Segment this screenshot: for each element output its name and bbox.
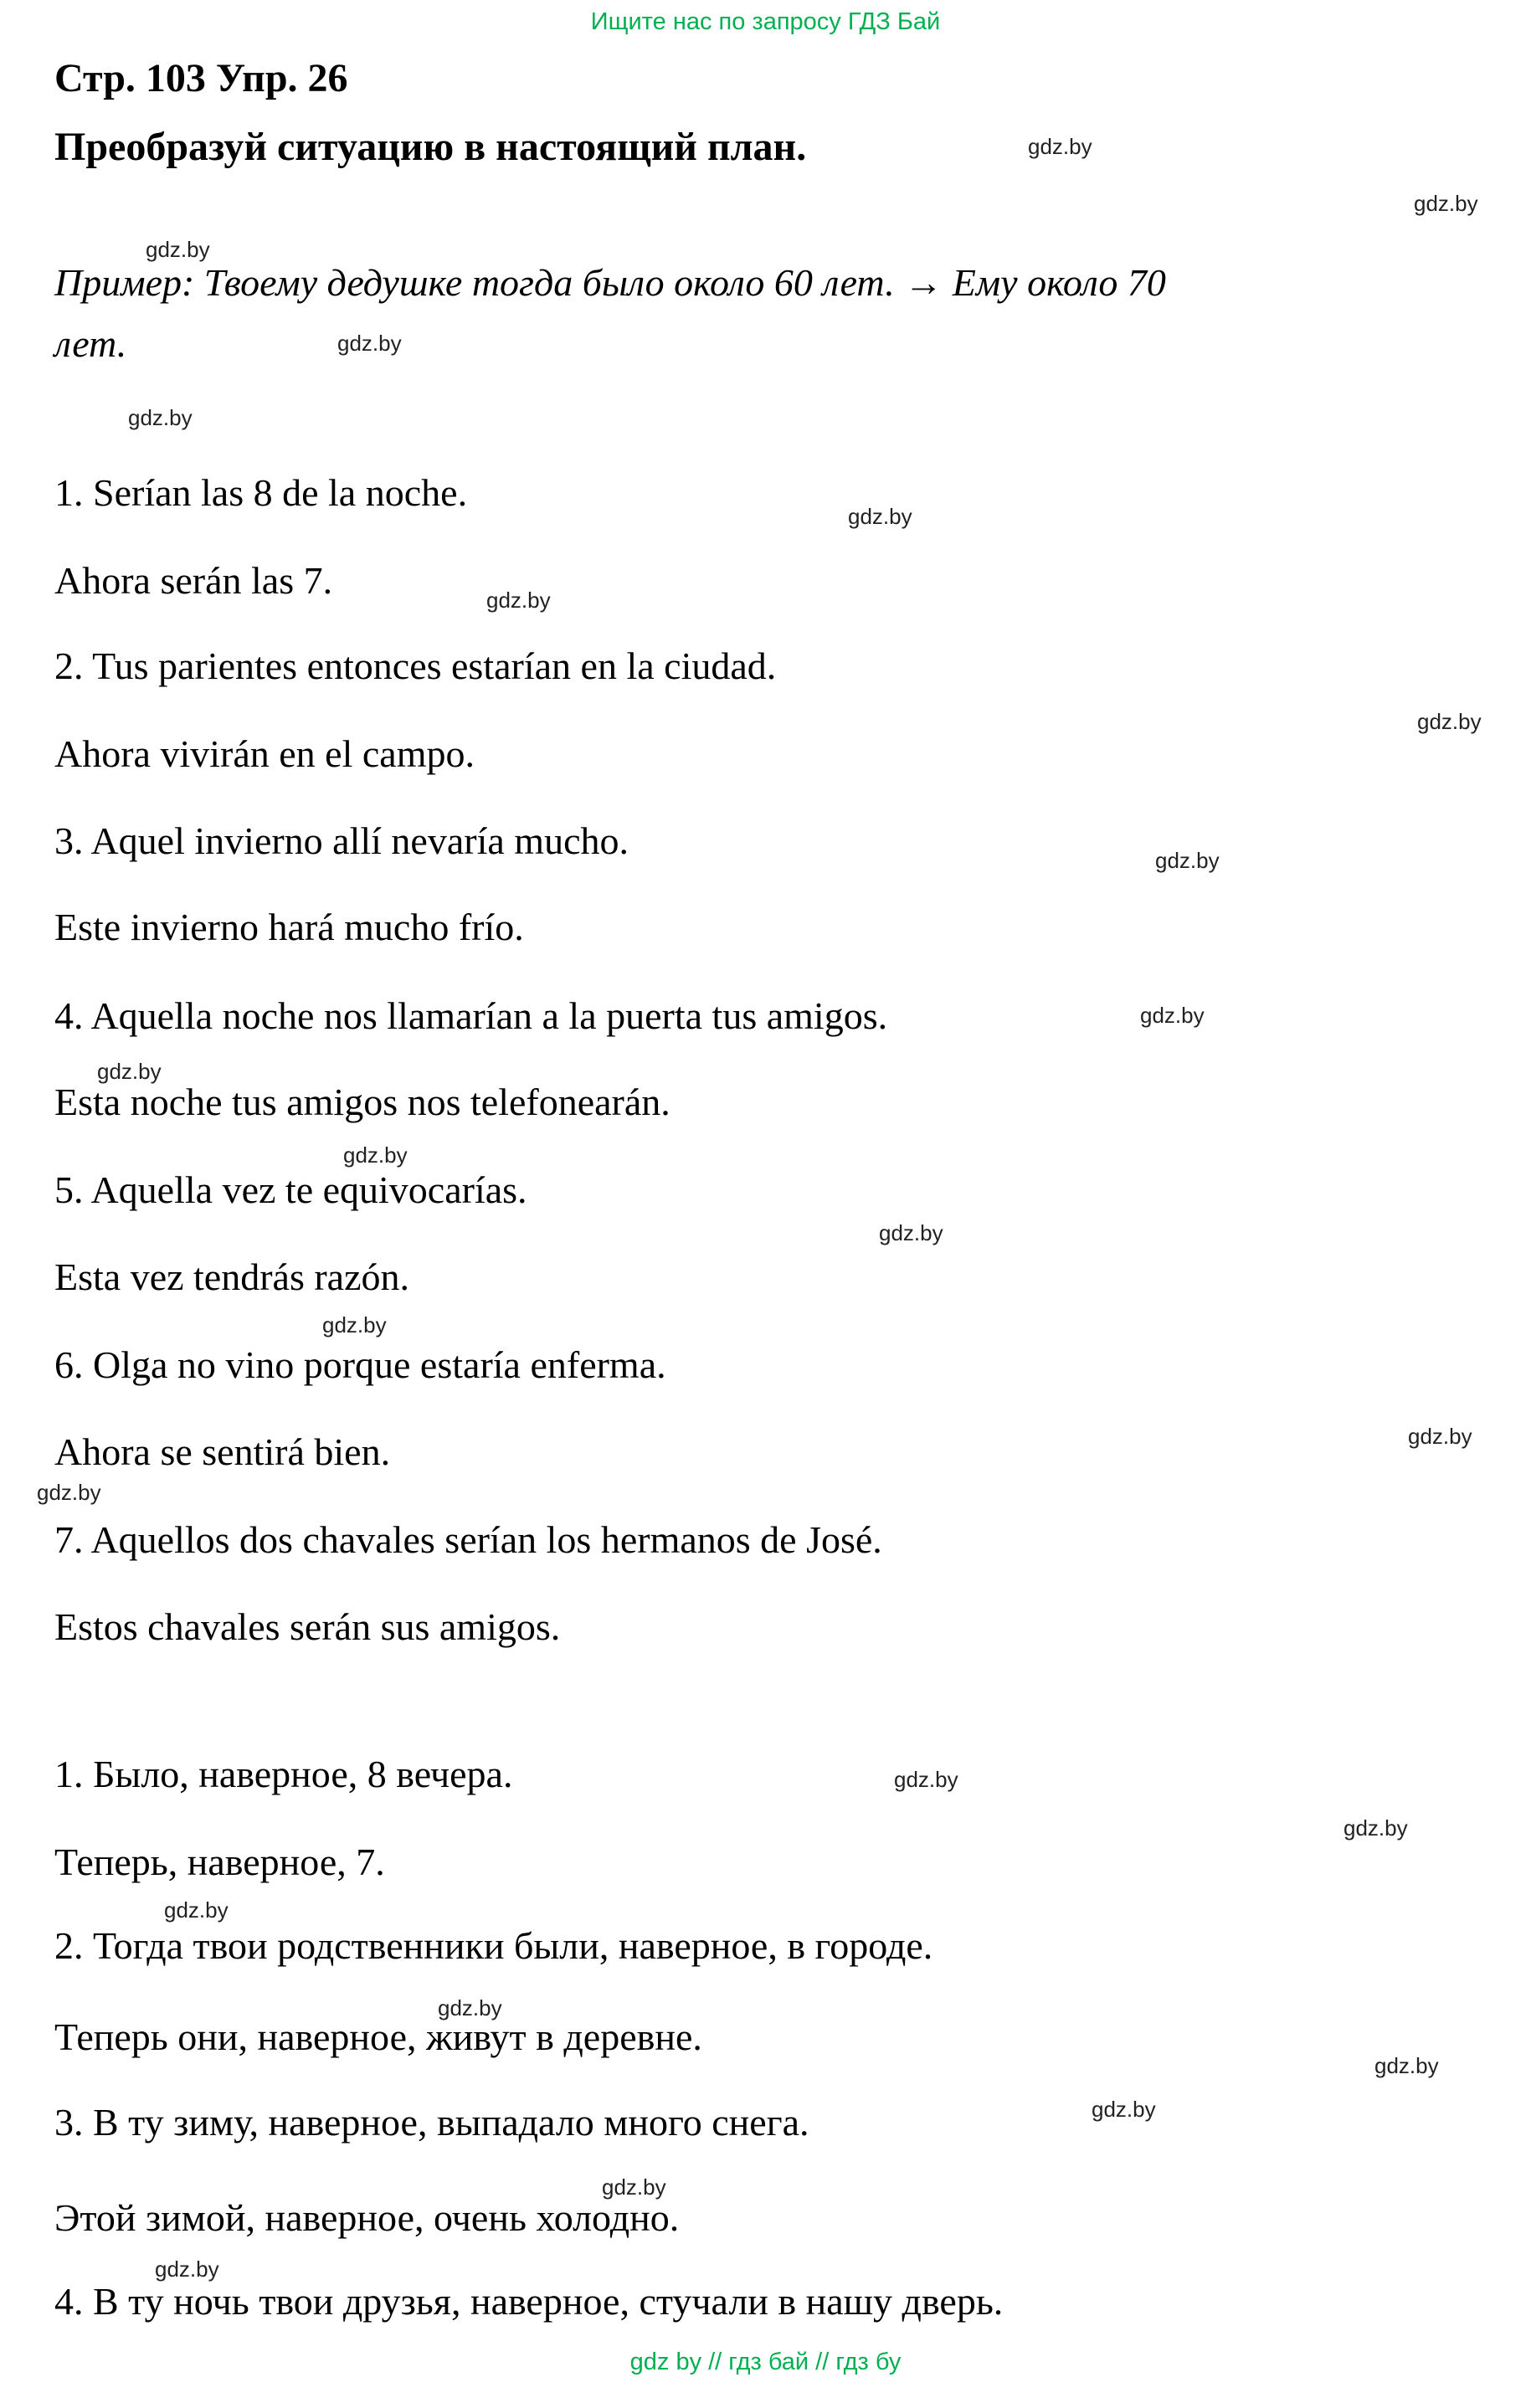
spanish-line-9: 5. Aquella vez te equivocarías.	[54, 1168, 527, 1211]
task-title: Преобразуй ситуацию в настоящий план.	[54, 125, 807, 169]
watermark: gdz.by	[894, 1767, 958, 1792]
watermark: gdz.by	[1414, 191, 1478, 216]
watermark: gdz.by	[486, 588, 551, 613]
russian-line-7: 4. В ту ночь твои друзья, наверное, стучали в нашу дверь.	[54, 2280, 1004, 2323]
watermark: gdz.by	[1374, 2053, 1439, 2078]
spanish-line-7: 4. Aquella noche nos llamarían a la puerta tus amigos.	[54, 994, 888, 1037]
spanish-line-1: 1. Serían las 8 de la noche.	[54, 471, 468, 514]
spanish-line-8: Esta noche tus amigos nos telefonearán.	[54, 1081, 670, 1123]
watermark: gdz.by	[97, 1059, 162, 1084]
watermark: gdz.by	[343, 1142, 408, 1168]
watermark: gdz.by	[37, 1480, 101, 1505]
russian-line-6: Этой зимой, наверное, очень холодно.	[54, 2196, 680, 2239]
watermark: gdz.by	[602, 2174, 666, 2200]
watermark: gdz.by	[164, 1897, 229, 1923]
russian-line-2: Теперь, наверное, 7.	[54, 1841, 385, 1883]
watermark: gdz.by	[322, 1312, 387, 1337]
watermark: gdz.by	[128, 405, 193, 430]
spanish-line-5: 3. Aquel invierno allí nevaría mucho.	[54, 819, 629, 862]
spanish-line-14: Estos chavales serán sus amigos.	[54, 1605, 561, 1648]
watermark: gdz.by	[1140, 1003, 1205, 1028]
example-line-2: лет.	[54, 322, 127, 365]
watermark: gdz.by	[1155, 848, 1220, 873]
spanish-line-3: 2. Tus parientes entonces estarían en la ciudad.	[54, 644, 777, 687]
page-title: Стр. 103 Упр. 26	[54, 56, 348, 100]
watermark: gdz.by	[1417, 709, 1482, 734]
header-note: Ищите нас по запросу ГДЗ Бай	[590, 8, 941, 35]
watermark: gdz.by	[337, 331, 402, 356]
watermark: gdz.by	[1408, 1424, 1472, 1449]
spanish-line-11: 6. Olga no vino porque estaría enferma.	[54, 1343, 666, 1386]
russian-line-5: 3. В ту зиму, наверное, выпадало много снега.	[54, 2101, 809, 2144]
example-line-1: Пример: Твоему дедушке тогда было около 60 лет. → Ему около 70	[54, 261, 1166, 304]
spanish-line-12: Ahora se sentirá bien.	[54, 1430, 391, 1473]
watermark: gdz.by	[1092, 2097, 1156, 2122]
spanish-line-10: Esta vez tendrás razón.	[54, 1255, 410, 1298]
watermark: gdz.by	[1343, 1815, 1408, 1841]
russian-line-1: 1. Было, наверное, 8 вечера.	[54, 1753, 513, 1795]
watermark: gdz.by	[879, 1220, 943, 1245]
spanish-line-13: 7. Aquellos dos chavales serían los hermanos de José.	[54, 1518, 882, 1561]
watermark: gdz.by	[146, 237, 210, 262]
watermark: gdz.by	[155, 2257, 219, 2282]
watermark: gdz.by	[1028, 134, 1092, 159]
russian-line-4: Теперь они, наверное, живут в деревне.	[54, 2015, 702, 2058]
russian-line-3: 2. Тогда твои родственники были, наверное, в городе.	[54, 1924, 933, 1967]
spanish-line-6: Este invierno hará mucho frío.	[54, 906, 524, 948]
watermark: gdz.by	[848, 504, 912, 529]
watermark: gdz.by	[438, 1995, 502, 2020]
spanish-line-4: Ahora vivirán en el campo.	[54, 732, 475, 775]
footer-note: gdz by // гдз бай // гдз бу	[629, 2349, 902, 2375]
spanish-line-2: Ahora serán las 7.	[54, 559, 333, 602]
